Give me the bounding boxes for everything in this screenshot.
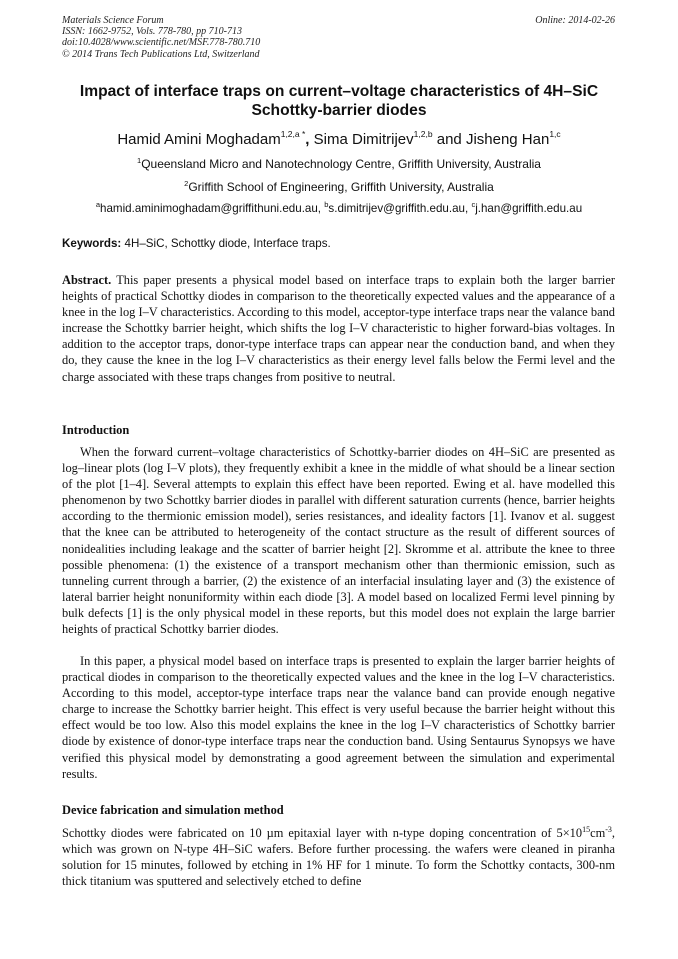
- journal-name: Materials Science Forum: [62, 15, 164, 26]
- keywords-label: Keywords:: [62, 237, 122, 250]
- intro-paragraph-1: When the forward current–voltage characteristics of Schottky-barrier diodes on 4H–SiC are presented as log–linear plots (log I–V plots), they frequently exhibit a knee in the middle of what should be a linear section of the plot [1–4]. Several attempts to explain this effect have been reported. Ewing et al. have modelled this phenomenon by two Schottky barrier diodes in parallel with different saturation currents (hence, barrier heights according to the thermionic emission model), series resistances, and ideality factors [1]. Ivanov et al. suggest that the knee can be attributed to heterogeneity of the contact structure as the result of different sources of nonidealities including leakage and the scatter of barrier height [2]. Skromme et al. attribute the knee to three possible phenomena: (1) the existence of a transport mechanism other than thermionic emission, such as tunneling current through a barrier, (2) the existence of an interfacial insulating layer and (3) the existence of lateral barrier height nonuniformity within each diode [3]. A model based on localized Fermi level pinning by bulk defects [1] is the only physical model in these reports, but this model does not explain the large barrier heights of practical Schottky barrier diodes.: [62, 445, 615, 637]
- keywords: [62, 237, 331, 250]
- author-list: [30, 131, 648, 149]
- author-separator: ,: [305, 131, 314, 148]
- author-1-marker: 1,2,a *: [280, 129, 306, 139]
- affiliation-1: [30, 157, 648, 171]
- email-a-marker: a: [95, 200, 101, 209]
- author-3-marker: 1,c: [549, 129, 561, 139]
- section-heading-device: Device fabrication and simulation method: [62, 803, 284, 817]
- author-1: Hamid Amini Moghadam: [117, 131, 281, 148]
- intro-paragraph-2: In this paper, a physical model based on interface traps is presented to explain the larger barrier heights of practical diodes in comparison to the theoretically expected values and the knee in the log I–V characteristics. According to this model, acceptor-type interface traps near the valance band can provide enough negative charge to increase the Schottky barrier height. This effect is very useful because the barrier height without this effect would be too low. Also this model explains the knee in the log I–V characteristics of Schottky barrier diode by existence of donor-type interface traps near the conduction band. Using Sentaurus Synopsys we have verified this physical model by demonstrating a good agreement between the simulation and experimental results.: [62, 654, 615, 781]
- author-emails: [30, 202, 648, 216]
- abstract-text: This paper presents a physical model based on interface traps to explain both the larger barrier heights of practical Schottky diodes in comparison to the theoretically expected values and the appearance of a knee in the log I–V characteristics. According to this model, acceptor-type interface traps near the valance band increase the Schottky barrier height, which shifts the log I–V characteristic to higher forward-bias voltages. In addition to the acceptor traps, donor-type interface traps can appear near the conduction band, and when they do, they cause the knee in the log I–V characteristics as their energy level falls below the Fermi level and the charge associated with these traps changes from positive to neutral.: [62, 273, 615, 384]
- email-a: hamid.aminimoghadam@griffithuni.edu.au,: [100, 202, 325, 215]
- author-2: Sima Dimitrijev: [313, 131, 414, 148]
- title-line-1: Impact of interface traps on current–voltage characteristics of 4H–SiC: [79, 83, 599, 100]
- device-paragraph: [62, 825, 615, 889]
- abstract-label: Abstract.: [62, 273, 112, 287]
- author-3: Jisheng Han: [465, 131, 550, 148]
- email-c: j.han@griffith.edu.au: [475, 202, 583, 215]
- affiliation-2-marker: 2: [184, 179, 189, 188]
- device-text-b: cm: [590, 826, 606, 840]
- affiliation-1-text: Queensland Micro and Nanotechnology Centre, Griffith University, Australia: [141, 157, 541, 171]
- affiliation-2-text: Griffith School of Engineering, Griffith University, Australia: [188, 180, 494, 194]
- keywords-text: 4H–SiC, Schottky diode, Interface traps.: [121, 237, 331, 250]
- paper-title: [40, 82, 638, 120]
- author-separator-and: and: [432, 131, 466, 148]
- affiliation-1-marker: 1: [137, 156, 142, 165]
- section-heading-introduction: Introduction: [62, 423, 130, 437]
- journal-doi: doi:10.4028/www.scientific.net/MSF.778-780.710: [62, 37, 261, 49]
- device-exp-2: -3: [605, 825, 612, 834]
- device-text-c: , which was grown on N-type 4H–SiC wafers. Before further processing. the wafers were cleaned in piranha solution for 15 minutes, followed by etching in 1% HF for 1 minute. To form the Schottky contacts, 300-nm thick titanium was sputtered and selectively etched to define: [62, 826, 615, 889]
- email-b-marker: b: [324, 200, 329, 209]
- email-c-marker: c: [471, 200, 476, 209]
- online-date: Online: 2014-02-26: [535, 15, 615, 26]
- affiliation-2: [30, 180, 648, 194]
- journal-issn: ISSN: 1662-9752, Vols. 778-780, pp 710-713: [62, 26, 242, 38]
- journal-header: [62, 15, 260, 60]
- email-b: s.dimitrijev@griffith.edu.au,: [328, 202, 472, 215]
- device-text-a: Schottky diodes were fabricated on 10 µm epitaxial layer with n-type doping concentration of 5×10: [62, 826, 583, 840]
- title-line-2: Schottky-barrier diodes: [251, 102, 427, 119]
- journal-copyright: © 2014 Trans Tech Publications Ltd, Switzerland: [62, 48, 260, 60]
- device-exp-1: 15: [582, 825, 591, 834]
- author-2-marker: 1,2,b: [413, 129, 433, 139]
- abstract: [62, 272, 615, 385]
